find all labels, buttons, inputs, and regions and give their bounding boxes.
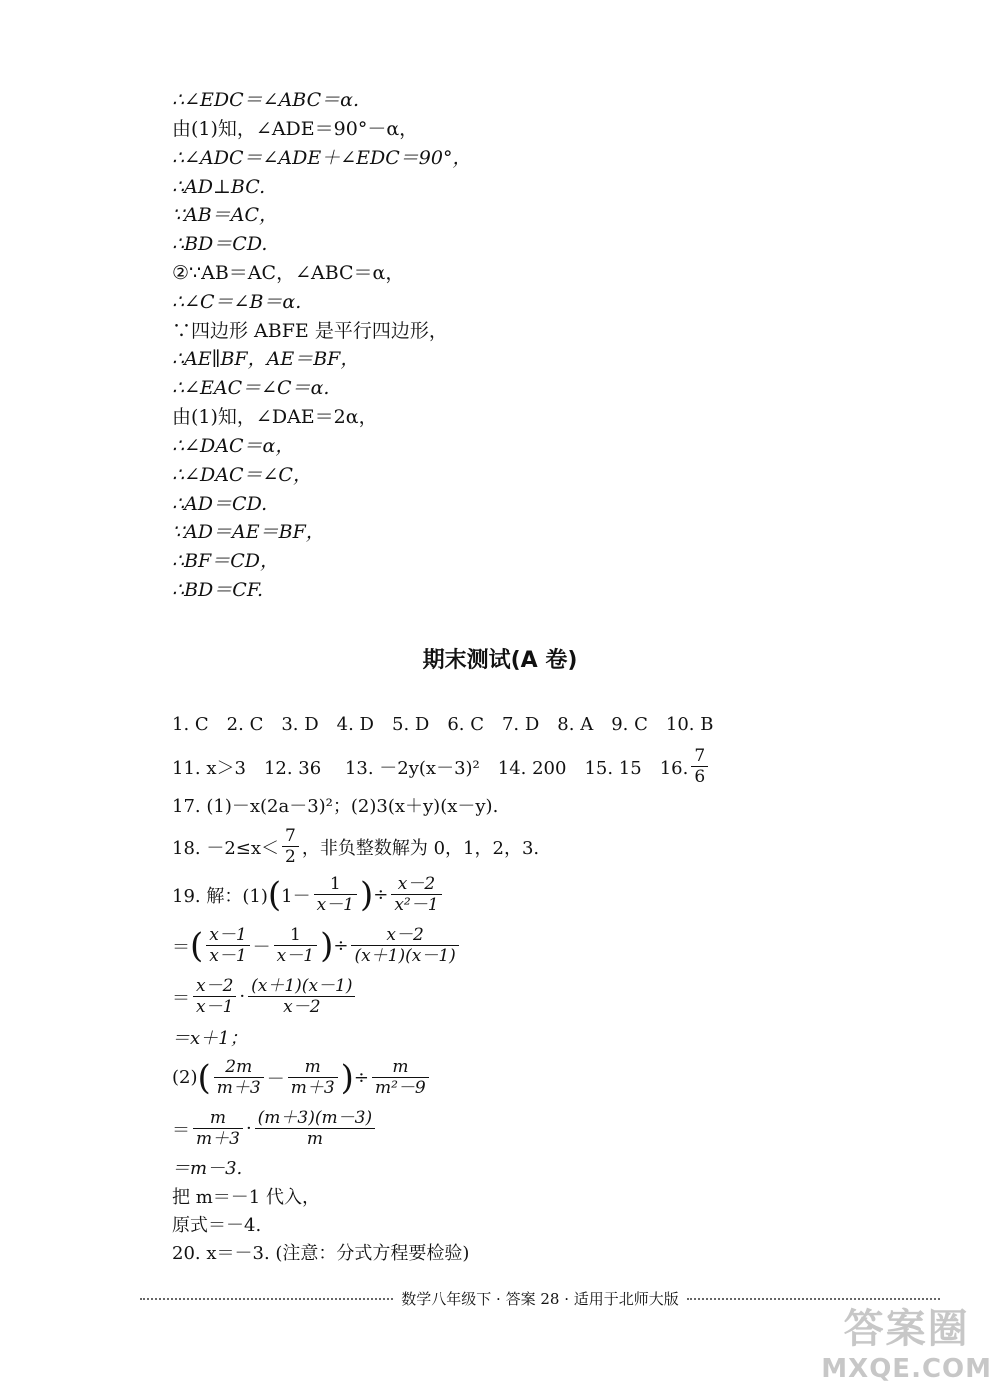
- q19-line-i: 原式＝－4.: [172, 1215, 262, 1236]
- part-label: (2): [172, 1067, 198, 1088]
- fraction: [391, 874, 441, 915]
- numerator: 1: [314, 874, 357, 895]
- fraction: [193, 976, 236, 1017]
- q19-line-h: 把 m＝－1 代入，: [172, 1187, 320, 1208]
- open-paren: (: [197, 1057, 211, 1098]
- denominator: x²－1: [394, 895, 439, 915]
- watermark-text: 答案圈: [843, 1306, 970, 1352]
- close-paren: ): [340, 1057, 354, 1098]
- answer-line-11-16: [172, 746, 711, 787]
- multiply-dot: ·: [239, 986, 246, 1007]
- proof-line: ∴∠C＝∠B＝α.: [172, 291, 302, 313]
- q19-line-c: [172, 976, 358, 1017]
- close-paren: ): [320, 925, 334, 966]
- numerator: (m＋3)(m－3): [255, 1108, 375, 1129]
- minus-sign: －: [266, 1068, 285, 1090]
- denominator: x－1: [196, 997, 234, 1017]
- q19-line-e: [172, 1057, 432, 1098]
- watermark-url: MXQE.COM: [821, 1354, 992, 1384]
- denominator: m＋3: [196, 1129, 240, 1149]
- proof-line: ∴∠EDC＝∠ABC＝α.: [172, 89, 360, 111]
- equals-sign: ＝: [172, 987, 190, 1009]
- proof-line: ∵AD＝AE＝BF，: [172, 521, 325, 543]
- fraction: [206, 925, 249, 966]
- numerator: x－2: [351, 925, 458, 946]
- proof-line: ∴BD＝CF.: [172, 579, 264, 601]
- q19-line-b: [172, 925, 462, 966]
- proof-line: ∴AD⊥BC.: [172, 176, 266, 198]
- numerator: 7: [282, 826, 299, 847]
- divide-sign: ÷: [333, 935, 349, 956]
- denominator: x－2: [283, 997, 321, 1017]
- close-paren: ): [359, 874, 374, 915]
- proof-line: 由(1)知，∠DAE＝2α，: [172, 406, 378, 428]
- fraction: [248, 976, 355, 1017]
- equals-sign: ＝: [172, 936, 190, 958]
- fraction: [351, 925, 458, 966]
- answer-line-20: 20. x＝－3. (注意：分式方程要检验): [172, 1243, 470, 1264]
- proof-line: ∴BD＝CD.: [172, 233, 268, 255]
- open-paren: (: [267, 874, 282, 915]
- numerator: m: [372, 1057, 429, 1078]
- proof-line: ∴∠ADC＝∠ADE＋∠EDC＝90°，: [172, 147, 472, 169]
- denominator: 6: [694, 767, 706, 787]
- divide-sign: ÷: [373, 884, 389, 905]
- minus-sign: －: [252, 936, 271, 958]
- q19-line-d: ＝x＋1；: [172, 1028, 248, 1049]
- numerator: x－1: [206, 925, 249, 946]
- numerator: 1: [274, 925, 317, 946]
- numerator: m: [288, 1057, 338, 1078]
- footer-text: 数学八年级下 · 答案 28 · 适用于北师大版: [401, 1290, 679, 1308]
- denominator: x－1: [276, 946, 315, 966]
- section-title: 期末测试(A 卷): [422, 648, 578, 673]
- page-footer: [140, 1288, 940, 1309]
- fraction: [691, 746, 708, 787]
- denominator: x－1: [316, 895, 354, 915]
- q19-line-f: [172, 1108, 378, 1149]
- denominator: x－1: [209, 946, 247, 966]
- fraction: [314, 874, 357, 915]
- proof-line: ∵AB＝AC，: [172, 204, 279, 226]
- divide-sign: ÷: [353, 1067, 369, 1088]
- proof-line: ②∵AB＝AC，∠ABC＝α，: [172, 262, 405, 284]
- fraction: [288, 1057, 338, 1098]
- denominator: m: [306, 1129, 323, 1149]
- denominator: m＋3: [216, 1078, 261, 1098]
- numerator: (x＋1)(x－1): [248, 976, 355, 997]
- fraction: [274, 925, 317, 966]
- answer-line-18: [172, 826, 539, 867]
- denominator: m²－9: [375, 1078, 426, 1098]
- equals-sign: ＝: [172, 1119, 190, 1141]
- proof-line: ∴BF＝CD，: [172, 550, 280, 572]
- numerator: 2m: [214, 1057, 264, 1078]
- proof-line: ∵四边形 ABFE 是平行四边形，: [172, 320, 448, 342]
- numerator: 7: [691, 746, 708, 767]
- fraction: [372, 1057, 429, 1098]
- proof-line: ∴AE∥BF，AE＝BF，: [172, 348, 360, 370]
- fraction: [282, 826, 299, 867]
- numerator: x－2: [391, 874, 441, 895]
- watermark-logo: [821, 1297, 992, 1384]
- open-paren: (: [190, 925, 204, 966]
- answer-text: 18. －2≤x＜: [172, 837, 280, 859]
- fraction: [255, 1108, 375, 1149]
- proof-line: ∴∠DAC＝α，: [172, 435, 295, 457]
- fraction: [214, 1057, 264, 1098]
- proof-line: 由(1)知，∠ADE＝90°－α，: [172, 118, 419, 140]
- q19-line-a: [172, 874, 445, 915]
- numerator: m: [193, 1108, 243, 1129]
- denominator: 2: [285, 847, 296, 867]
- answer-line-1-10: 1. C 2. C 3. D 4. D 5. D 6. C 7. D 8. A 9. C 10. B: [172, 714, 714, 735]
- numerator: x－2: [193, 976, 236, 997]
- answer-line-17: 17. (1)－x(2a－3)²；(2)3(x＋y)(x－y).: [172, 796, 499, 817]
- proof-line: ∴∠EAC＝∠C＝α.: [172, 377, 330, 399]
- q19-label: 19. 解：(1): [172, 885, 268, 907]
- q19-line-g: ＝m－3.: [172, 1158, 243, 1179]
- answer-text: 11. x＞3 12. 36 13. －2y(x－3)² 14. 200 15. 15 16.: [172, 757, 689, 779]
- answer-text: ，非负整数解为 0，1，2，3.: [301, 837, 540, 859]
- multiply-dot: ·: [245, 1118, 252, 1139]
- fraction: [193, 1108, 243, 1149]
- denominator: (x＋1)(x－1): [354, 946, 456, 966]
- denominator: m＋3: [290, 1078, 335, 1098]
- proof-line: ∴∠DAC＝∠C，: [172, 464, 312, 486]
- math-text: 1－: [281, 885, 311, 907]
- proof-line: ∴AD＝CD.: [172, 493, 268, 515]
- dotted-rule: [140, 1298, 393, 1300]
